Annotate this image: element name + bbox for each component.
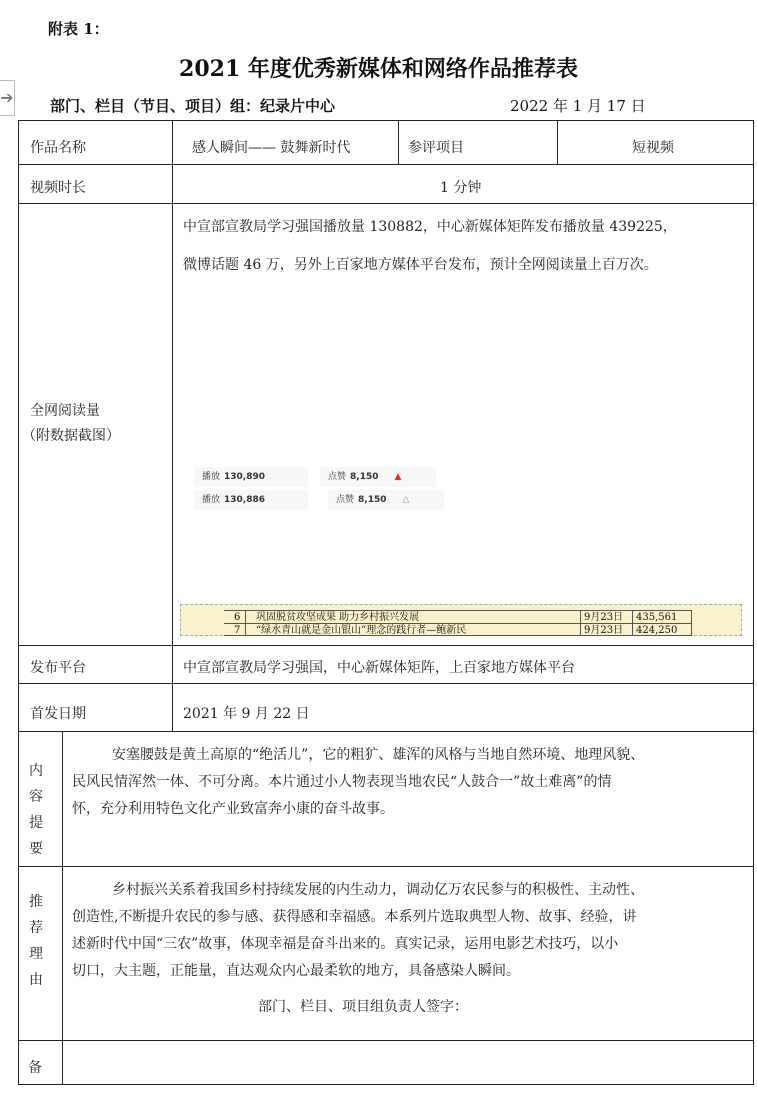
summary-label: 内 容 提 要: [29, 763, 43, 857]
excel-row: 6 巩固脱贫攻坚成果 助力乡村振兴发展 9月23日 435,561: [224, 610, 692, 623]
page-title: 2021 年度优秀新媒体和网络作品推荐表: [179, 56, 578, 82]
reason-line-2: 创造性,不断提升农民的参与感、获得感和幸福感。本系列片选取典型人物、故事、经验，讲: [72, 909, 637, 925]
summary-line-3: 怀，充分利用特色文化产业致富奔小康的奋斗故事。: [72, 801, 394, 817]
duration-value: 1 分钟: [440, 180, 482, 196]
work-name: 感人瞬间—— 鼓舞新时代: [192, 140, 351, 156]
reads-label: 全网阅读量: [30, 403, 100, 419]
platform-label: 发布平台: [30, 660, 86, 676]
summary-line-2: 民风民情浑然一体、不可分离。本片通过小人物表现当地农民“人鼓合一”故土难离”的情: [72, 774, 612, 790]
form-date: 2022 年 1 月 17 日: [510, 97, 646, 115]
signature-line: 部门、栏目、项目组负责人签字：: [258, 999, 468, 1015]
like-count-row-2: 点赞 8,150 △: [328, 490, 444, 510]
play-count-row-2: 播放 130,886: [194, 490, 308, 510]
excel-row: 7 “绿水青山就是金山银山”理念的践行者—鲍新民 9月23日 424,250: [224, 623, 692, 636]
like-count-row-1: 点赞 8,150 ▲: [320, 467, 436, 487]
summary-line-1: 安塞腰鼓是黄土高原的“绝活儿”，它的粗犷、雄浑的风格与当地自然环境、地理风貌、: [112, 747, 645, 763]
annex-label: 附表 1：: [48, 20, 109, 38]
duration-label: 视频时长: [30, 180, 86, 196]
play-count-row-1: 播放 130,890: [194, 467, 308, 487]
first-date-label: 首发日期: [30, 706, 86, 722]
reason-line-1: 乡村振兴关系着我国乡村持续发展的内生动力，调动亿万农民参与的积极性、主动性、: [112, 882, 644, 898]
thumbs-up-icon: ▲: [394, 472, 402, 482]
reason-line-4: 切口，大主题，正能量，直达观众内心最柔软的地方，具备感染人瞬间。: [72, 963, 520, 979]
thumbs-up-outline-icon: △: [402, 495, 410, 505]
reads-text-line-1: 中宣部宣教局学习强国播放量 130882，中心新媒体矩阵发布播放量 439225，: [183, 219, 677, 235]
reads-sublabel: （附数据截图）: [22, 428, 120, 444]
reason-label: 推 荐 理 由: [29, 894, 43, 988]
reason-line-3: 述新时代中国“三农”故事，体现幸福是奋斗出来的。真实记录，运用电影艺术技巧，以小: [72, 936, 619, 952]
first-date-value: 2021 年 9 月 22 日: [183, 706, 310, 722]
platform-value: 中宣部宣教局学习强国，中心新媒体矩阵，上百家地方媒体平台: [183, 660, 575, 676]
arrow-icon[interactable]: ➔: [0, 80, 15, 116]
category-value: 短视频: [632, 140, 674, 156]
remark-label: 备: [28, 1060, 42, 1076]
department-label: 部门、栏目（节目、项目）组：纪录片中心: [50, 97, 336, 115]
category-label: 参评项目: [408, 140, 464, 156]
work-name-label: 作品名称: [30, 140, 86, 156]
reads-text-line-2: 微博话题 46 万，另外上百家地方媒体平台发布，预计全网阅读量上百万次。: [183, 257, 658, 273]
